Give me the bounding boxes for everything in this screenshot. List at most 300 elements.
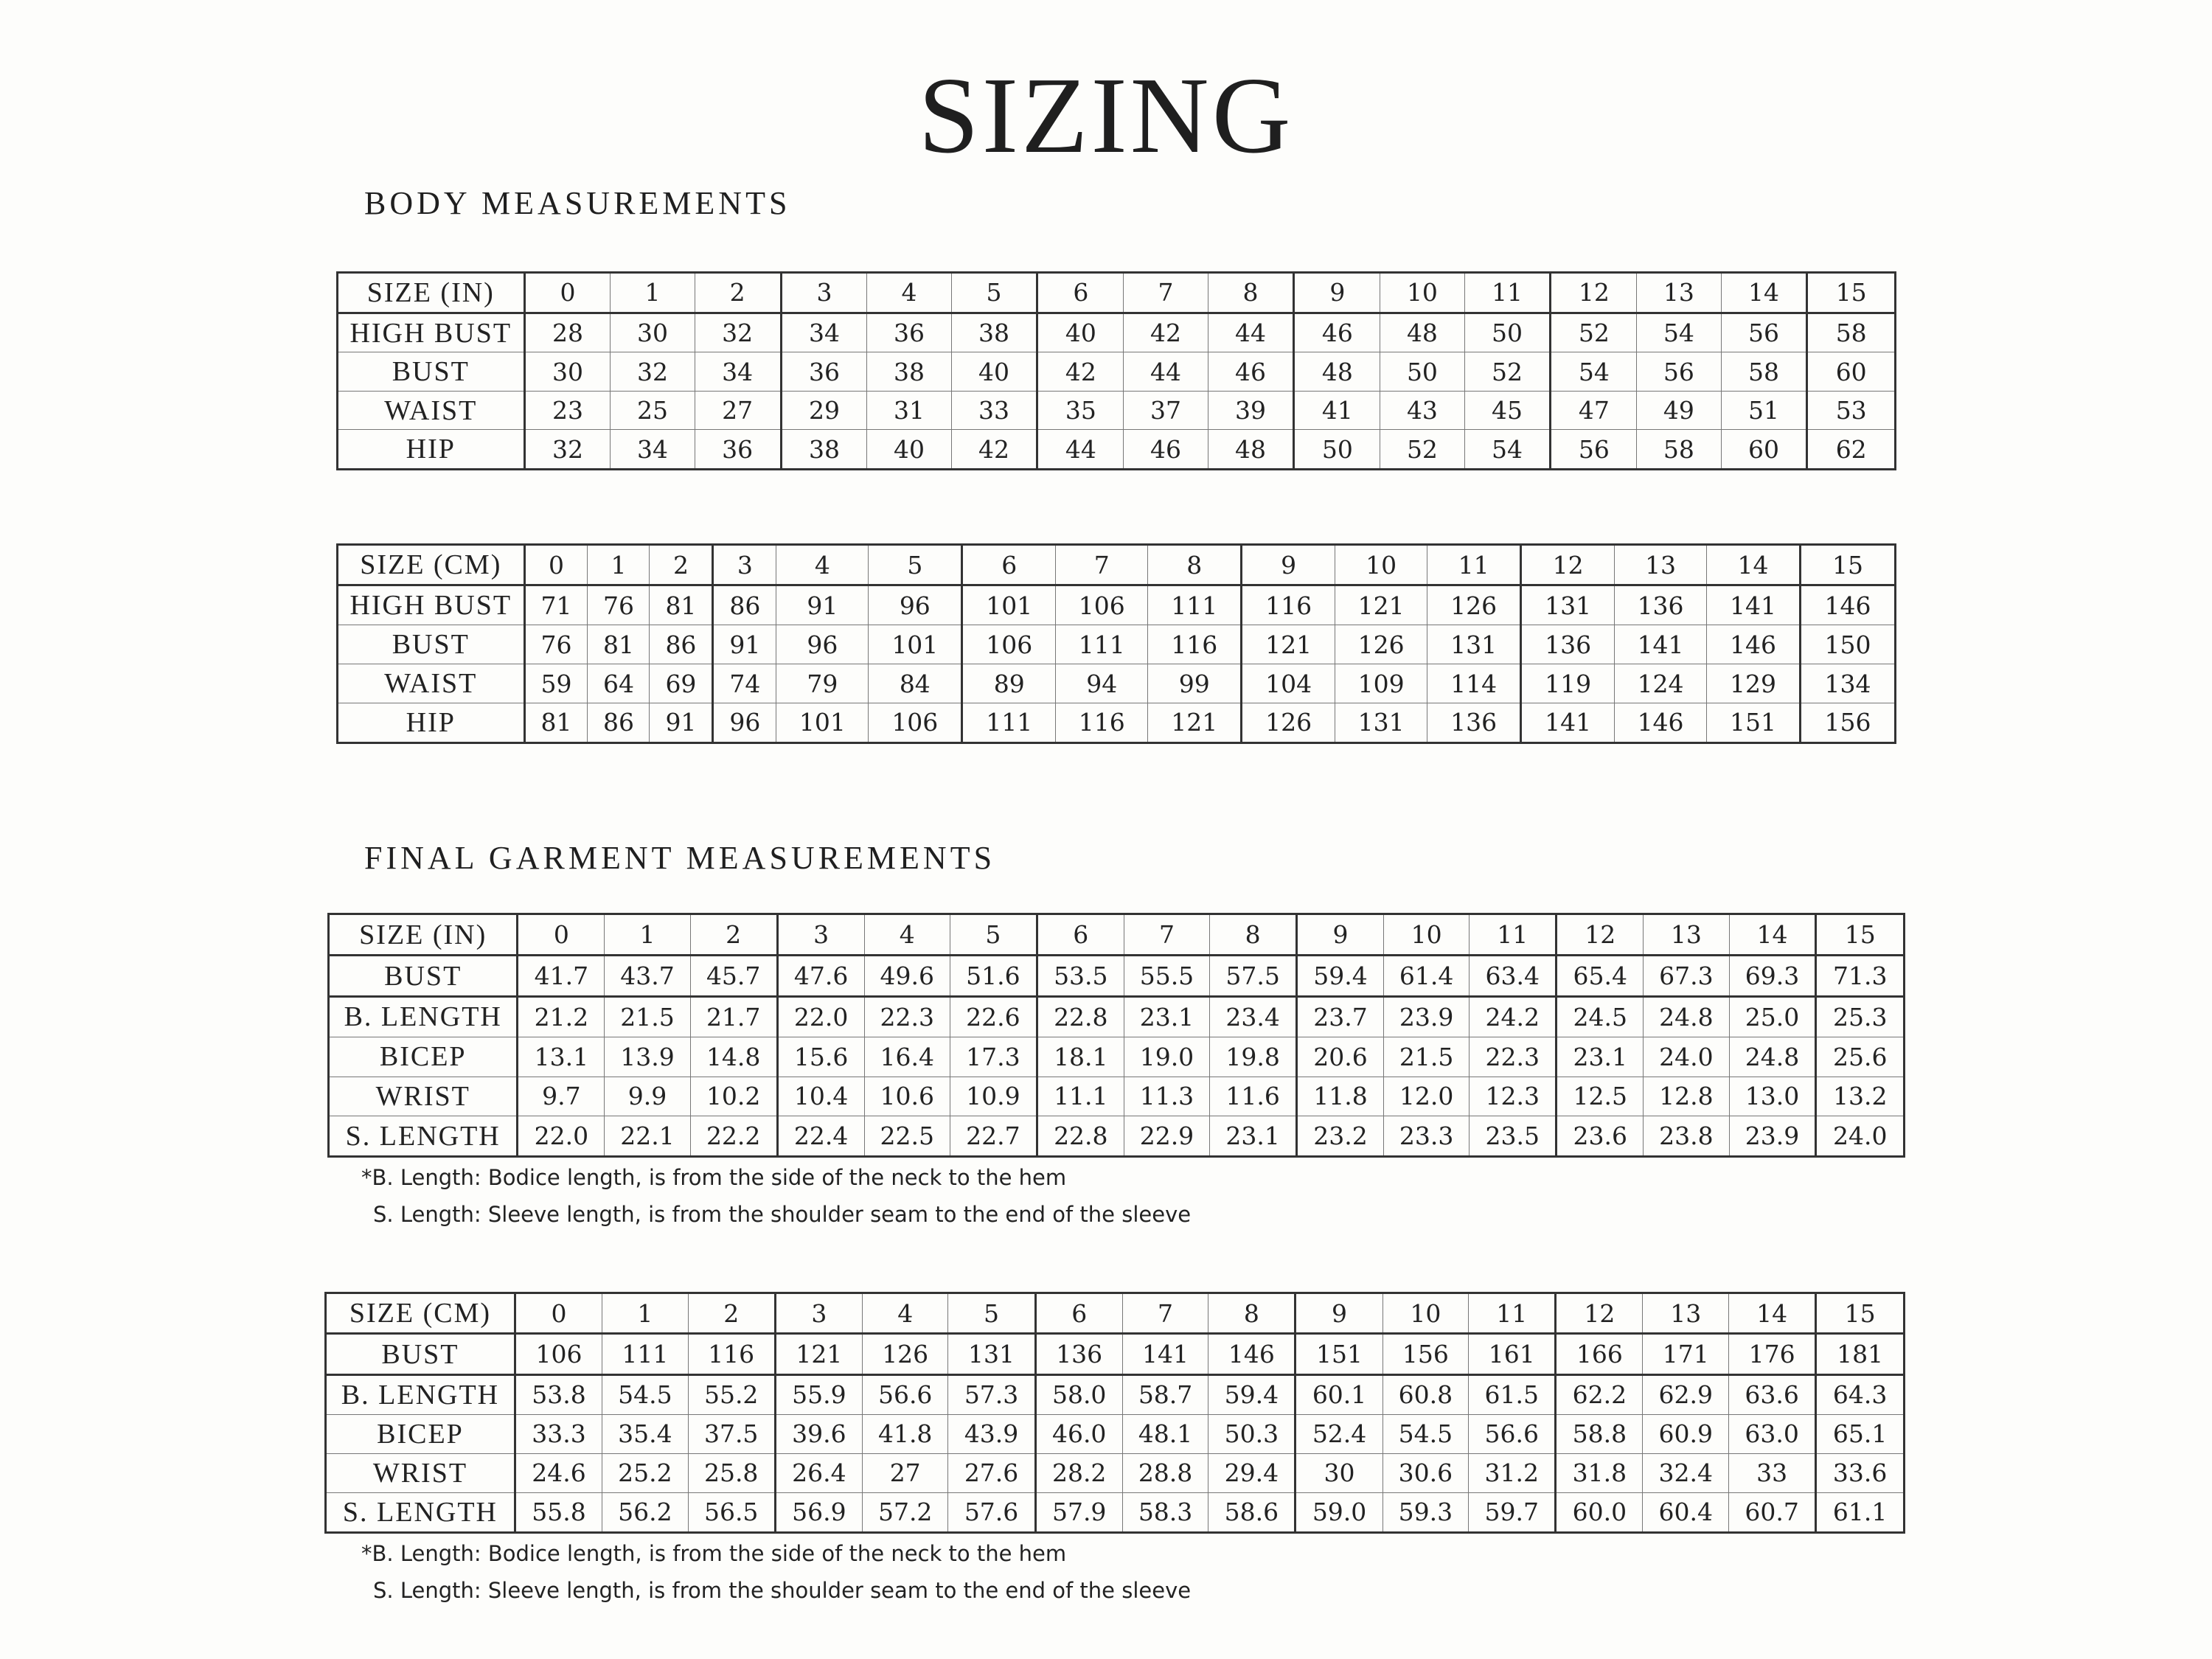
table-cell: 79 — [776, 664, 869, 703]
table-cell: 53.8 — [515, 1374, 602, 1414]
table-cell: 37 — [1124, 391, 1208, 429]
table-cell: 59.4 — [1208, 1374, 1295, 1414]
table-cell: 33 — [1729, 1453, 1816, 1492]
table-cell: 29 — [781, 391, 867, 429]
table-cell: 146 — [1801, 585, 1896, 625]
size-header-label: SIZE (IN) — [329, 914, 518, 956]
table-cell: 50 — [1380, 352, 1464, 391]
table-cell: 33 — [951, 391, 1037, 429]
table-cell: 60.8 — [1382, 1374, 1469, 1414]
table-cell: 23.5 — [1470, 1116, 1557, 1157]
garment-measurements-cm-table — [324, 1292, 1905, 1534]
table-cell: 54 — [1637, 313, 1721, 352]
table-cell: 41.8 — [862, 1414, 948, 1453]
table-cell: 60 — [1807, 352, 1896, 391]
table-cell: 126 — [1242, 703, 1335, 742]
table-cell: 26.4 — [775, 1453, 862, 1492]
row-label: BUST — [338, 625, 525, 664]
table-cell: 40 — [951, 352, 1037, 391]
table-cell: 19.8 — [1210, 1037, 1297, 1077]
table-cell: 91 — [713, 625, 776, 664]
table-cell: 61.4 — [1383, 956, 1469, 997]
size-header-cell: 11 — [1464, 273, 1551, 313]
size-header-cell: 12 — [1521, 545, 1615, 585]
table-row — [329, 956, 1905, 997]
table-cell: 104 — [1242, 664, 1335, 703]
table-cell: 58.6 — [1208, 1492, 1295, 1532]
table-cell: 24.6 — [515, 1453, 602, 1492]
size-header-label: SIZE (CM) — [338, 545, 525, 585]
table-cell: 24.8 — [1644, 997, 1729, 1037]
table-cell: 11.6 — [1210, 1077, 1297, 1116]
table-cell: 40 — [867, 430, 951, 470]
table-cell: 58 — [1721, 352, 1807, 391]
table-cell: 21.2 — [518, 997, 605, 1037]
table-cell: 116 — [688, 1334, 775, 1374]
table-cell: 64 — [588, 664, 650, 703]
note-s-length-2: S. Length: Sleeve length, is from the shoulder seam to the end of the sleeve — [373, 1578, 1192, 1603]
table-cell: 28.8 — [1122, 1453, 1208, 1492]
table-cell: 25.0 — [1729, 997, 1816, 1037]
table-cell: 27 — [695, 391, 781, 429]
size-header-cell: 9 — [1294, 273, 1380, 313]
table-row — [326, 1334, 1905, 1374]
table-cell: 121 — [1335, 585, 1427, 625]
table-cell: 63.6 — [1729, 1374, 1816, 1414]
section-heading-body: BODY MEASUREMENTS — [364, 185, 791, 221]
size-header-cell: 9 — [1242, 545, 1335, 585]
size-header-cell: 10 — [1335, 545, 1427, 585]
row-label: HIP — [338, 703, 525, 742]
size-header-cell: 0 — [524, 545, 588, 585]
table-cell: 62.2 — [1556, 1374, 1643, 1414]
table-cell: 22.2 — [690, 1116, 777, 1157]
table-cell: 58.8 — [1556, 1414, 1643, 1453]
size-header-cell: 2 — [688, 1293, 775, 1334]
table-cell: 32 — [611, 352, 695, 391]
table-cell: 30 — [611, 313, 695, 352]
table-cell: 32.4 — [1643, 1453, 1729, 1492]
table-cell: 35.4 — [602, 1414, 689, 1453]
table-cell: 76 — [588, 585, 650, 625]
table-cell: 136 — [1035, 1334, 1122, 1374]
table-row — [326, 1414, 1905, 1453]
table-row — [329, 997, 1905, 1037]
row-label: WAIST — [338, 664, 525, 703]
size-header-cell: 12 — [1556, 1293, 1643, 1334]
table-cell: 23.3 — [1383, 1116, 1469, 1157]
row-label: WRIST — [326, 1453, 515, 1492]
table-cell: 13.0 — [1729, 1077, 1816, 1116]
table-cell: 134 — [1801, 664, 1896, 703]
table-cell: 176 — [1729, 1334, 1816, 1374]
table-cell: 129 — [1707, 664, 1801, 703]
table-cell: 47 — [1551, 391, 1637, 429]
table-cell: 116 — [1242, 585, 1335, 625]
table-cell: 22.3 — [864, 997, 950, 1037]
size-header-cell: 0 — [518, 914, 605, 956]
size-header-cell: 5 — [869, 545, 962, 585]
table-cell: 146 — [1615, 703, 1707, 742]
size-header-cell: 3 — [777, 914, 864, 956]
table-cell: 22.0 — [518, 1116, 605, 1157]
table-cell: 64.3 — [1816, 1374, 1905, 1414]
table-cell: 10.2 — [690, 1077, 777, 1116]
table-cell: 48 — [1208, 430, 1294, 470]
size-header-cell: 9 — [1295, 1293, 1382, 1334]
table-cell: 43.7 — [605, 956, 690, 997]
table-cell: 151 — [1707, 703, 1801, 742]
table-cell: 54 — [1551, 352, 1637, 391]
table-cell: 126 — [862, 1334, 948, 1374]
table-cell: 31.8 — [1556, 1453, 1643, 1492]
table-cell: 46 — [1208, 352, 1294, 391]
size-header-cell: 10 — [1383, 914, 1469, 956]
note-b-length-2: *B. Length: Bodice length, is from the side of the neck to the hem — [361, 1541, 1067, 1566]
table-cell: 37.5 — [688, 1414, 775, 1453]
table-cell: 54 — [1464, 430, 1551, 470]
row-label: WAIST — [338, 391, 525, 429]
table-cell: 141 — [1122, 1334, 1208, 1374]
table-cell: 11.3 — [1124, 1077, 1209, 1116]
row-label: WRIST — [329, 1077, 518, 1116]
table-cell: 14.8 — [690, 1037, 777, 1077]
table-cell: 69 — [650, 664, 713, 703]
table-cell: 27.6 — [948, 1453, 1035, 1492]
table-cell: 146 — [1707, 625, 1801, 664]
table-cell: 23.8 — [1644, 1116, 1729, 1157]
table-cell: 106 — [962, 625, 1056, 664]
table-header-row — [338, 273, 1896, 313]
table-cell: 67.3 — [1644, 956, 1729, 997]
size-header-cell: 4 — [867, 273, 951, 313]
table-cell: 22.9 — [1124, 1116, 1209, 1157]
table-cell: 29.4 — [1208, 1453, 1295, 1492]
table-cell: 56 — [1551, 430, 1637, 470]
table-cell: 41 — [1294, 391, 1380, 429]
table-cell: 16.4 — [864, 1037, 950, 1077]
table-cell: 41.7 — [518, 956, 605, 997]
table-cell: 59.4 — [1297, 956, 1384, 997]
table-cell: 146 — [1208, 1334, 1295, 1374]
table-cell: 109 — [1335, 664, 1427, 703]
table-cell: 22.3 — [1470, 1037, 1557, 1077]
table-cell: 43 — [1380, 391, 1464, 429]
table-header-row — [338, 545, 1896, 585]
size-header-cell: 6 — [1037, 914, 1124, 956]
table-cell: 131 — [1335, 703, 1427, 742]
table-cell: 57.2 — [862, 1492, 948, 1532]
table-cell: 23 — [524, 391, 611, 429]
table-cell: 30 — [524, 352, 611, 391]
table-cell: 63.4 — [1470, 956, 1557, 997]
page-title: SIZING — [918, 55, 1294, 176]
table-cell: 59 — [524, 664, 588, 703]
table-cell: 24.8 — [1729, 1037, 1816, 1077]
table-cell: 36 — [695, 430, 781, 470]
size-header-cell: 1 — [605, 914, 690, 956]
table-cell: 32 — [524, 430, 611, 470]
table-cell: 20.6 — [1297, 1037, 1384, 1077]
table-cell: 55.8 — [515, 1492, 602, 1532]
table-row — [338, 391, 1896, 429]
table-row — [338, 352, 1896, 391]
table-cell: 136 — [1521, 625, 1615, 664]
table-cell: 161 — [1469, 1334, 1556, 1374]
table-cell: 23.2 — [1297, 1116, 1384, 1157]
table-cell: 22.4 — [777, 1116, 864, 1157]
table-cell: 61.1 — [1816, 1492, 1905, 1532]
size-header-cell: 13 — [1644, 914, 1729, 956]
table-cell: 19.0 — [1124, 1037, 1209, 1077]
table-cell: 116 — [1056, 703, 1148, 742]
table-cell: 141 — [1707, 585, 1801, 625]
size-header-cell: 7 — [1056, 545, 1148, 585]
table-cell: 44 — [1037, 430, 1124, 470]
row-label: BUST — [329, 956, 518, 997]
table-cell: 121 — [1148, 703, 1242, 742]
table-cell: 181 — [1816, 1334, 1905, 1374]
size-header-cell: 9 — [1297, 914, 1384, 956]
table-cell: 111 — [602, 1334, 689, 1374]
table-cell: 56 — [1721, 313, 1807, 352]
size-header-label: SIZE (CM) — [326, 1293, 515, 1334]
table-cell: 10.4 — [777, 1077, 864, 1116]
table-row — [338, 430, 1896, 470]
row-label: HIP — [338, 430, 525, 470]
table-cell: 114 — [1427, 664, 1521, 703]
table-cell: 21.5 — [605, 997, 690, 1037]
size-header-cell: 7 — [1124, 914, 1209, 956]
table-cell: 56 — [1637, 352, 1721, 391]
table-row — [338, 313, 1896, 352]
row-label: BICEP — [326, 1414, 515, 1453]
table-cell: 156 — [1382, 1334, 1469, 1374]
table-cell: 106 — [1056, 585, 1148, 625]
table-cell: 81 — [650, 585, 713, 625]
table-cell: 48 — [1380, 313, 1464, 352]
table-row — [338, 703, 1896, 742]
table-cell: 17.3 — [950, 1037, 1037, 1077]
size-header-cell: 8 — [1208, 1293, 1295, 1334]
table-cell: 45.7 — [690, 956, 777, 997]
size-header-cell: 10 — [1382, 1293, 1469, 1334]
size-header-cell: 6 — [962, 545, 1056, 585]
table-cell: 34 — [611, 430, 695, 470]
table-cell: 12.3 — [1470, 1077, 1557, 1116]
table-cell: 71.3 — [1816, 956, 1905, 997]
table-row — [338, 625, 1896, 664]
table-cell: 36 — [781, 352, 867, 391]
table-cell: 101 — [962, 585, 1056, 625]
table-cell: 52.4 — [1295, 1414, 1382, 1453]
table-row — [338, 664, 1896, 703]
table-cell: 121 — [775, 1334, 862, 1374]
table-cell: 60.0 — [1556, 1492, 1643, 1532]
table-cell: 15.6 — [777, 1037, 864, 1077]
table-cell: 81 — [588, 625, 650, 664]
table-cell: 94 — [1056, 664, 1148, 703]
table-cell: 131 — [1521, 585, 1615, 625]
table-cell: 60.4 — [1643, 1492, 1729, 1532]
row-label: B. LENGTH — [326, 1374, 515, 1414]
table-cell: 52 — [1380, 430, 1464, 470]
table-cell: 49 — [1637, 391, 1721, 429]
table-cell: 59.0 — [1295, 1492, 1382, 1532]
table-cell: 124 — [1615, 664, 1707, 703]
size-header-cell: 6 — [1035, 1293, 1122, 1334]
table-cell: 56.2 — [602, 1492, 689, 1532]
table-cell: 111 — [1148, 585, 1242, 625]
size-header-cell: 14 — [1729, 914, 1816, 956]
table-cell: 51 — [1721, 391, 1807, 429]
table-cell: 156 — [1801, 703, 1896, 742]
size-header-cell: 13 — [1637, 273, 1721, 313]
note-b-length: *B. Length: Bodice length, is from the side of the neck to the hem — [361, 1165, 1067, 1190]
table-cell: 25.3 — [1816, 997, 1905, 1037]
table-cell: 22.6 — [950, 997, 1037, 1037]
table-cell: 9.9 — [605, 1077, 690, 1116]
table-cell: 30 — [1295, 1453, 1382, 1492]
table-cell: 121 — [1242, 625, 1335, 664]
table-row — [329, 1037, 1905, 1077]
size-header-cell: 6 — [1037, 273, 1124, 313]
table-cell: 62 — [1807, 430, 1896, 470]
table-cell: 101 — [776, 703, 869, 742]
size-header-cell: 11 — [1427, 545, 1521, 585]
table-cell: 35 — [1037, 391, 1124, 429]
table-row — [326, 1492, 1905, 1532]
table-cell: 62.9 — [1643, 1374, 1729, 1414]
table-cell: 40 — [1037, 313, 1124, 352]
size-header-cell: 2 — [695, 273, 781, 313]
table-cell: 56.5 — [688, 1492, 775, 1532]
table-cell: 141 — [1521, 703, 1615, 742]
size-header-cell: 4 — [862, 1293, 948, 1334]
table-cell: 33.6 — [1816, 1453, 1905, 1492]
table-cell: 39 — [1208, 391, 1294, 429]
table-cell: 111 — [962, 703, 1056, 742]
size-header-cell: 3 — [781, 273, 867, 313]
table-cell: 12.0 — [1383, 1077, 1469, 1116]
table-cell: 44 — [1208, 313, 1294, 352]
table-cell: 27 — [862, 1453, 948, 1492]
table-cell: 61.5 — [1469, 1374, 1556, 1414]
table-cell: 50.3 — [1208, 1414, 1295, 1453]
table-cell: 131 — [948, 1334, 1035, 1374]
table-cell: 13.2 — [1816, 1077, 1905, 1116]
size-header-cell: 7 — [1124, 273, 1208, 313]
table-cell: 34 — [781, 313, 867, 352]
table-cell: 46 — [1124, 430, 1208, 470]
size-header-cell: 10 — [1380, 273, 1464, 313]
table-cell: 22.7 — [950, 1116, 1037, 1157]
table-cell: 50 — [1294, 430, 1380, 470]
size-header-cell: 11 — [1470, 914, 1557, 956]
table-cell: 28.2 — [1035, 1453, 1122, 1492]
table-cell: 55.2 — [688, 1374, 775, 1414]
table-cell: 23.9 — [1729, 1116, 1816, 1157]
table-cell: 166 — [1556, 1334, 1643, 1374]
table-header-row — [326, 1293, 1905, 1334]
table-cell: 11.8 — [1297, 1077, 1384, 1116]
table-cell: 30.6 — [1382, 1453, 1469, 1492]
table-cell: 25 — [611, 391, 695, 429]
table-cell: 31.2 — [1469, 1453, 1556, 1492]
table-cell: 24.2 — [1470, 997, 1557, 1037]
size-header-cell: 5 — [948, 1293, 1035, 1334]
table-cell: 25.6 — [1816, 1037, 1905, 1077]
table-cell: 65.4 — [1557, 956, 1644, 997]
size-header-cell: 0 — [515, 1293, 602, 1334]
table-cell: 57.5 — [1210, 956, 1297, 997]
note-s-length: S. Length: Sleeve length, is from the shoulder seam to the end of the sleeve — [373, 1202, 1192, 1227]
table-row — [326, 1374, 1905, 1414]
table-cell: 96 — [869, 585, 962, 625]
size-header-cell: 8 — [1210, 914, 1297, 956]
table-cell: 33.3 — [515, 1414, 602, 1453]
row-label: S. LENGTH — [329, 1116, 518, 1157]
table-cell: 89 — [962, 664, 1056, 703]
table-header-row — [329, 914, 1905, 956]
table-cell: 12.5 — [1557, 1077, 1644, 1116]
table-cell: 96 — [776, 625, 869, 664]
table-cell: 126 — [1427, 585, 1521, 625]
table-cell: 58.7 — [1122, 1374, 1208, 1414]
table-cell: 59.7 — [1469, 1492, 1556, 1532]
table-cell: 21.5 — [1383, 1037, 1469, 1077]
table-row — [338, 585, 1896, 625]
size-header-cell: 15 — [1801, 545, 1896, 585]
table-cell: 56.6 — [862, 1374, 948, 1414]
table-cell: 91 — [650, 703, 713, 742]
size-header-cell: 1 — [588, 545, 650, 585]
table-cell: 119 — [1521, 664, 1615, 703]
body-measurements-in-table — [336, 271, 1896, 470]
table-cell: 23.9 — [1383, 997, 1469, 1037]
body-measurements-cm-table — [336, 543, 1896, 744]
table-cell: 96 — [713, 703, 776, 742]
table-row — [329, 1077, 1905, 1116]
row-label: S. LENGTH — [326, 1492, 515, 1532]
row-label: BUST — [338, 352, 525, 391]
table-cell: 51.6 — [950, 956, 1037, 997]
table-cell: 53 — [1807, 391, 1896, 429]
table-cell: 45 — [1464, 391, 1551, 429]
table-cell: 58.3 — [1122, 1492, 1208, 1532]
table-cell: 106 — [869, 703, 962, 742]
table-cell: 46 — [1294, 313, 1380, 352]
table-cell: 10.6 — [864, 1077, 950, 1116]
size-header-label: SIZE (IN) — [338, 273, 525, 313]
table-cell: 55.5 — [1124, 956, 1209, 997]
size-header-cell: 4 — [864, 914, 950, 956]
table-cell: 50 — [1464, 313, 1551, 352]
table-cell: 23.6 — [1557, 1116, 1644, 1157]
table-cell: 57.3 — [948, 1374, 1035, 1414]
table-cell: 60 — [1721, 430, 1807, 470]
size-header-cell: 5 — [950, 914, 1037, 956]
table-cell: 31 — [867, 391, 951, 429]
table-cell: 76 — [524, 625, 588, 664]
size-header-cell: 1 — [602, 1293, 689, 1334]
table-cell: 13.9 — [605, 1037, 690, 1077]
table-cell: 52 — [1551, 313, 1637, 352]
table-cell: 22.8 — [1037, 997, 1124, 1037]
table-cell: 39.6 — [775, 1414, 862, 1453]
table-cell: 60.7 — [1729, 1492, 1816, 1532]
size-header-cell: 15 — [1816, 1293, 1905, 1334]
